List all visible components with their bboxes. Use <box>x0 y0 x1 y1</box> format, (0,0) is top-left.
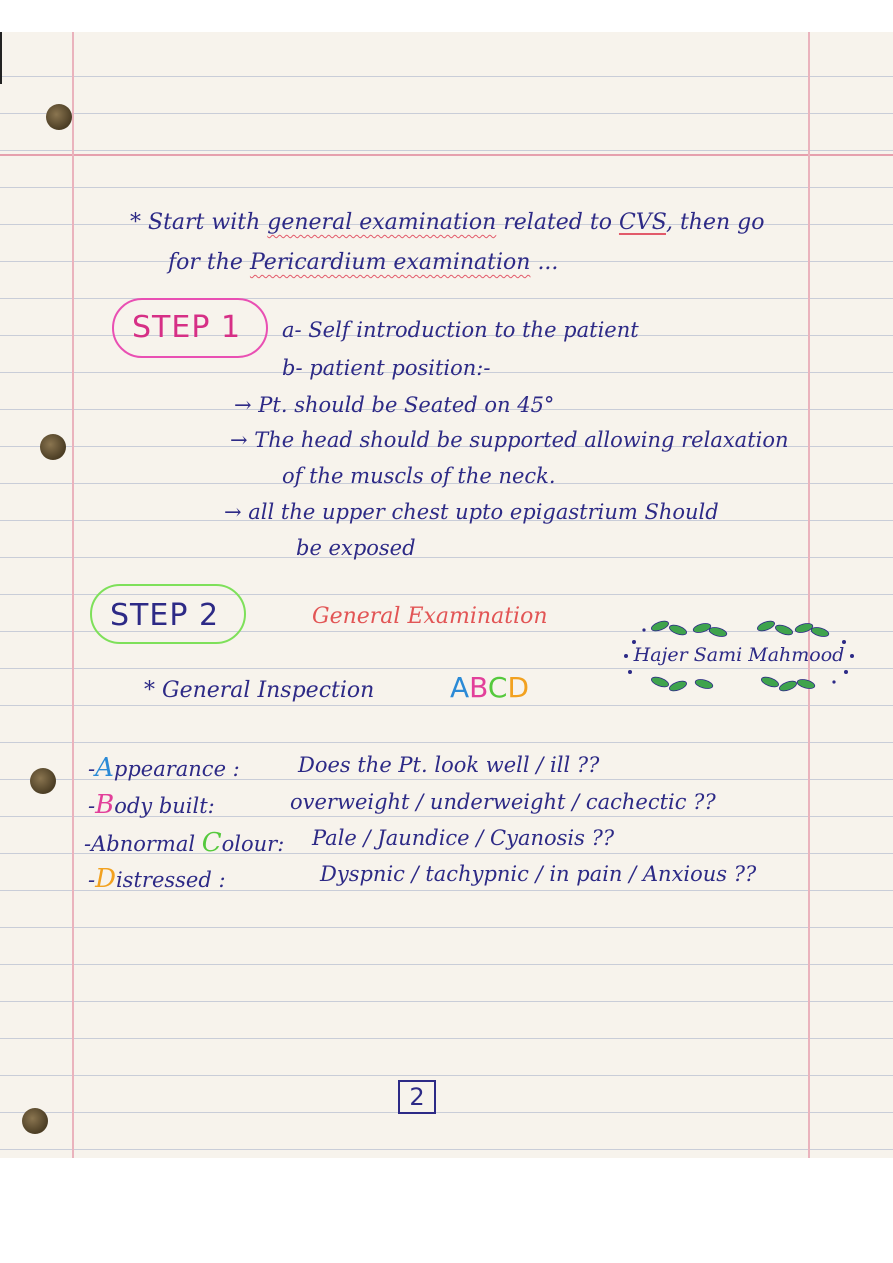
mnemonic-letter-d: D <box>507 671 529 704</box>
item-detail: Pale / Jaundice / Cyanosis ?? <box>312 826 615 850</box>
intro-text: , then go <box>665 210 765 235</box>
intro-highlight: CVS <box>618 210 666 235</box>
item-letter: C <box>201 828 222 858</box>
binder-hole <box>40 434 66 460</box>
step1-arrow-1: → Pt. should be Seated on 45° <box>234 393 555 417</box>
item-appearance: -Appearance : <box>88 753 240 783</box>
step2-heading <box>312 606 548 628</box>
intro-text: Start with <box>148 210 261 235</box>
signature-text: Hajer Sami Mahmood <box>633 644 845 666</box>
general-inspection-heading: * General Inspection <box>144 678 375 703</box>
step1-arrow-3-cont: be exposed <box>296 536 416 560</box>
intro-highlight: general examination <box>267 210 497 235</box>
step1-arrow-2-cont: of the muscls of the neck. <box>282 464 556 488</box>
item-distressed: -Distressed : <box>88 864 226 894</box>
heading-word: Examination <box>407 604 548 629</box>
step1-arrow-3: → all the upper chest upto epigastrium Should <box>224 500 719 524</box>
step2-label: STEP 2 <box>110 598 220 633</box>
heading-word: General <box>312 604 401 629</box>
item-letter: A <box>95 753 114 783</box>
page-edge-mark <box>0 32 2 84</box>
binder-hole <box>22 1108 48 1134</box>
step1-item-b: b- patient position:- <box>282 356 491 380</box>
item-label: olour: <box>221 832 285 856</box>
item-detail: Does the Pt. look well / ill ?? <box>298 753 600 777</box>
mnemonic-letter-b: B <box>469 671 488 704</box>
intro-highlight: Pericardium examination <box>249 250 531 275</box>
top-margin-line <box>0 154 893 156</box>
item-letter: B <box>95 790 115 820</box>
item-detail: Dyspnic / tachypnic / in pain / Anxious ?? <box>320 862 757 886</box>
intro-text: ... <box>537 250 559 275</box>
item-label: istressed : <box>115 868 226 892</box>
abcd-mnemonic <box>450 671 529 704</box>
item-body-built: -Body built: <box>88 790 215 820</box>
binder-hole <box>46 104 72 130</box>
right-margin-line <box>808 32 810 1158</box>
item-label: ody built: <box>114 794 215 818</box>
step1-item-a: a- Self introduction to the patient <box>282 318 639 342</box>
binder-hole <box>30 768 56 794</box>
mnemonic-letter-a: A <box>450 671 470 704</box>
mnemonic-letter-c: C <box>487 671 508 704</box>
item-prefix: Abnormal <box>91 832 202 856</box>
intro-line-2 <box>168 252 558 274</box>
page-number: 2 <box>398 1080 436 1114</box>
item-detail: overweight / underweight / cachectic ?? <box>290 790 716 814</box>
bullet-star: * <box>130 210 141 235</box>
intro-text: for the <box>168 250 243 275</box>
step1-arrow-2: → The head should be supported allowing relaxation <box>230 428 789 452</box>
intro-line-1 <box>130 212 765 234</box>
step1-label: STEP 1 <box>132 310 242 345</box>
item-letter: D <box>95 864 116 894</box>
intro-text: related to <box>503 210 612 235</box>
item-abnormal-colour: -Abnormal Colour: <box>84 828 285 858</box>
item-label: ppearance : <box>113 757 240 781</box>
left-margin-line <box>72 32 74 1158</box>
author-signature <box>620 612 858 698</box>
